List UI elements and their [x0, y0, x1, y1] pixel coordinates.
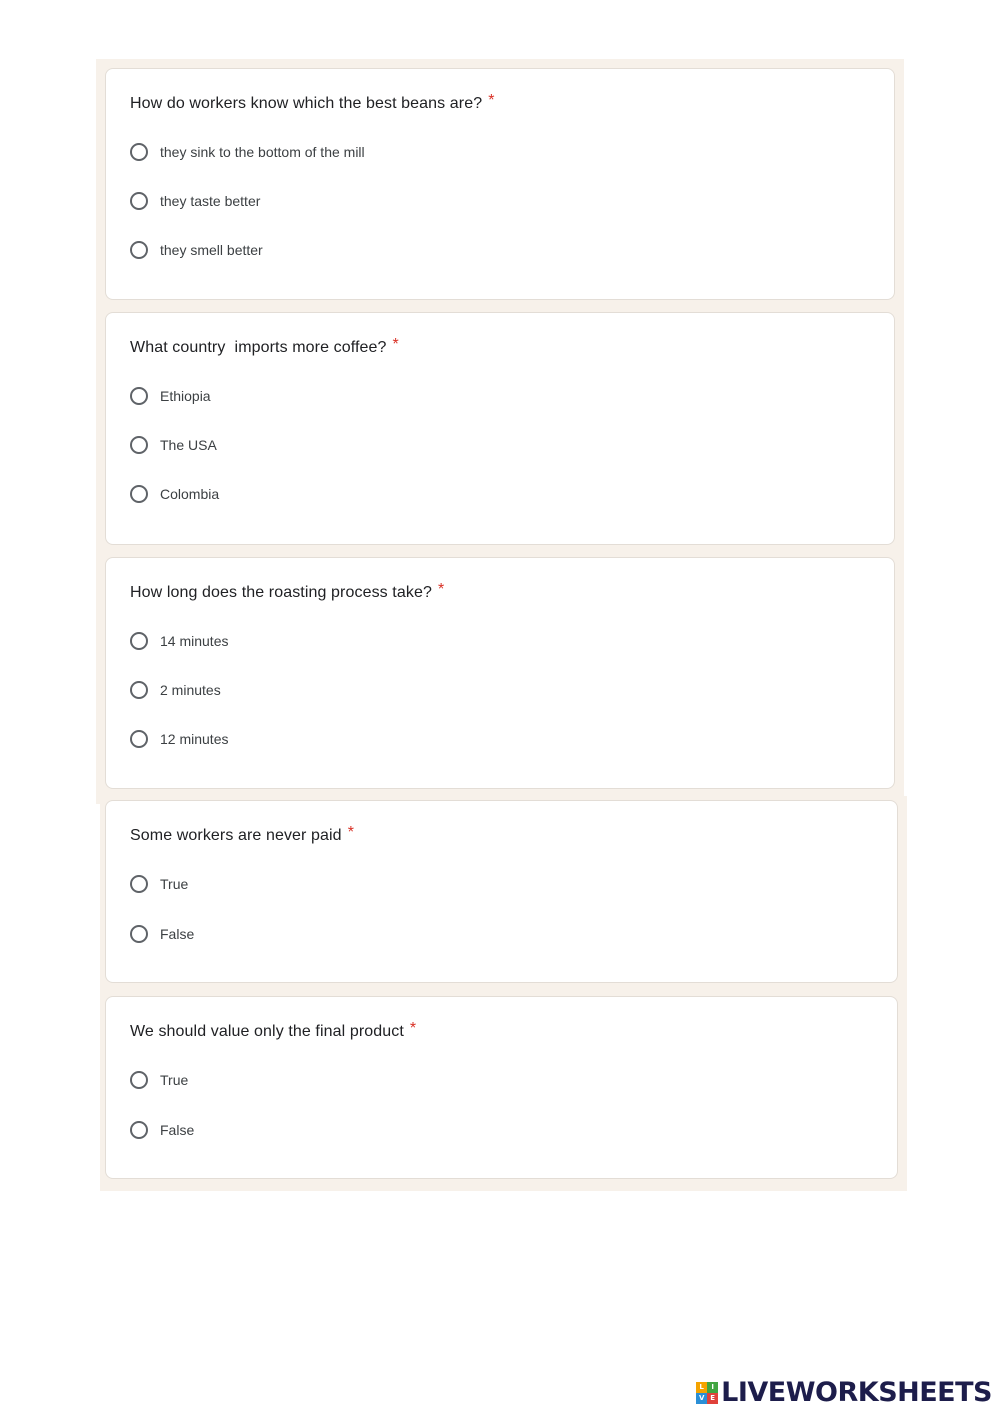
radio-option[interactable] [130, 727, 228, 751]
radio-circle-icon[interactable] [130, 1121, 148, 1139]
radio-circle-icon[interactable] [130, 681, 148, 699]
question-title: What country imports more coffee? * [130, 336, 399, 356]
radio-option[interactable] [130, 140, 365, 164]
badge-letter: I [707, 1382, 718, 1393]
option-label: Ethiopia [160, 388, 211, 404]
question-card-5 [105, 996, 898, 1179]
radio-circle-icon[interactable] [130, 485, 148, 503]
radio-option[interactable] [130, 678, 221, 702]
badge-letter: L [696, 1382, 707, 1393]
radio-option[interactable] [130, 922, 194, 946]
radio-circle-icon[interactable] [130, 387, 148, 405]
required-asterisk: * [392, 336, 399, 353]
radio-circle-icon[interactable] [130, 143, 148, 161]
radio-circle-icon[interactable] [130, 1071, 148, 1089]
required-asterisk: * [488, 92, 495, 109]
option-label: they taste better [160, 193, 261, 209]
radio-option[interactable] [130, 872, 188, 896]
badge-letter: E [707, 1393, 718, 1404]
option-label: The USA [160, 437, 217, 453]
option-label: they smell better [160, 242, 263, 258]
required-asterisk: * [409, 1020, 417, 1037]
liveworksheets-logo [696, 1376, 992, 1410]
radio-option[interactable] [130, 1118, 194, 1142]
radio-option[interactable] [130, 433, 217, 457]
question-card-4 [105, 800, 898, 983]
question-title: How do workers know which the best beans are? * [130, 92, 495, 112]
radio-option[interactable] [130, 629, 228, 653]
option-label: 2 minutes [160, 682, 221, 698]
option-label: True [160, 1072, 189, 1088]
radio-option[interactable] [130, 384, 211, 408]
option-label: True [160, 876, 189, 892]
live-badge-icon [696, 1382, 718, 1404]
radio-circle-icon[interactable] [130, 436, 148, 454]
question-card-1 [105, 68, 895, 300]
question-title: We should value only the final product * [130, 1020, 417, 1040]
question-title: How long does the roasting process take? * [130, 581, 445, 601]
radio-circle-icon[interactable] [130, 241, 148, 259]
radio-circle-icon[interactable] [130, 925, 148, 943]
option-label: 12 minutes [160, 731, 229, 747]
radio-option[interactable] [130, 238, 263, 262]
radio-option[interactable] [130, 482, 219, 506]
option-label: Colombia [160, 486, 220, 502]
radio-circle-icon[interactable] [130, 730, 148, 748]
option-label: they sink to the bottom of the mill [160, 144, 365, 160]
question-card-2 [105, 312, 895, 545]
option-label: 14 minutes [160, 633, 229, 649]
required-asterisk: * [437, 581, 445, 598]
radio-option[interactable] [130, 189, 260, 213]
question-title: Some workers are never paid * [130, 824, 355, 844]
brand-name: LIVEWORKSHEETS [721, 1377, 992, 1408]
question-card-3 [105, 557, 895, 789]
badge-letter: V [696, 1393, 707, 1404]
option-label: False [160, 1122, 195, 1138]
radio-option[interactable] [130, 1068, 188, 1092]
required-asterisk: * [347, 824, 355, 841]
option-label: False [160, 926, 195, 942]
radio-circle-icon[interactable] [130, 875, 148, 893]
radio-circle-icon[interactable] [130, 192, 148, 210]
radio-circle-icon[interactable] [130, 632, 148, 650]
